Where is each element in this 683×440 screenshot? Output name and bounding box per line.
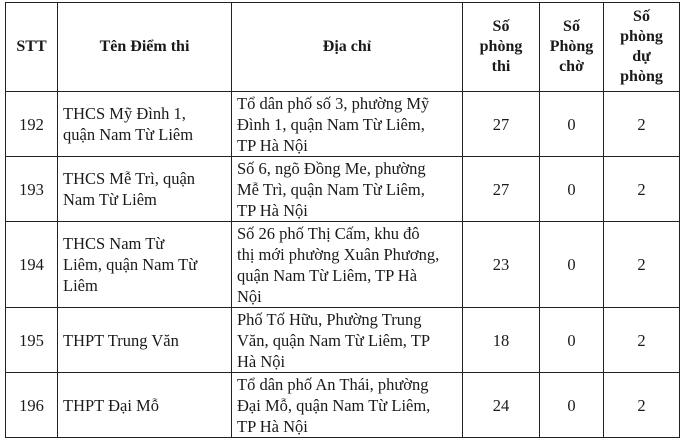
cell-exam-rooms: 23 bbox=[463, 222, 540, 308]
cell-exam-rooms: 24 bbox=[463, 373, 540, 438]
table-row bbox=[6, 92, 680, 157]
cell-address: Số 6, ngõ Đồng Me, phường Mễ Trì, quận Nam Từ Liêm, TP Hà Nội bbox=[232, 157, 463, 222]
cell-exam-site-name: THCS Mễ Trì, quận Nam Từ Liêm bbox=[58, 157, 232, 222]
cell-exam-rooms: 18 bbox=[463, 308, 540, 373]
cell-stt: 192 bbox=[6, 92, 58, 157]
cell-reserve-rooms: 2 bbox=[604, 308, 680, 373]
cell-reserve-rooms: 2 bbox=[604, 222, 680, 308]
cell-waiting-rooms: 0 bbox=[540, 222, 604, 308]
cell-waiting-rooms: 0 bbox=[540, 373, 604, 438]
cell-stt: 194 bbox=[6, 222, 58, 308]
exam-sites-table bbox=[5, 2, 680, 438]
table-row bbox=[6, 222, 680, 308]
cell-reserve-rooms: 2 bbox=[604, 157, 680, 222]
cell-stt: 195 bbox=[6, 308, 58, 373]
table-row bbox=[6, 308, 680, 373]
cell-reserve-rooms: 2 bbox=[604, 92, 680, 157]
header-exam-rooms: Số phòng thi bbox=[463, 3, 540, 92]
cell-address: Tổ dân phố số 3, phường Mỹ Đình 1, quận Nam Từ Liêm, TP Hà Nội bbox=[232, 92, 463, 157]
cell-waiting-rooms: 0 bbox=[540, 92, 604, 157]
cell-exam-rooms: 27 bbox=[463, 92, 540, 157]
header-address: Địa chỉ bbox=[232, 3, 463, 92]
cell-exam-site-name: THPT Đại Mỗ bbox=[58, 373, 232, 438]
cell-exam-site-name: THCS Nam Từ Liêm, quận Nam Từ Liêm bbox=[58, 222, 232, 308]
cell-address: Phố Tố Hữu, Phường Trung Văn, quận Nam Từ Liêm, TP Hà Nội bbox=[232, 308, 463, 373]
cell-waiting-rooms: 0 bbox=[540, 308, 604, 373]
table-row bbox=[6, 157, 680, 222]
table-row bbox=[6, 373, 680, 438]
cell-reserve-rooms: 2 bbox=[604, 373, 680, 438]
cell-waiting-rooms: 0 bbox=[540, 157, 604, 222]
header-reserve-rooms: Số phòng dự phòng bbox=[604, 3, 680, 92]
cell-address: Tổ dân phố An Thái, phường Đại Mỗ, quận Nam Từ Liêm, TP Hà Nội bbox=[232, 373, 463, 438]
cell-exam-site-name: THPT Trung Văn bbox=[58, 308, 232, 373]
header-waiting-rooms: Số Phòng chờ bbox=[540, 3, 604, 92]
cell-stt: 196 bbox=[6, 373, 58, 438]
header-exam-site-name: Tên Điểm thi bbox=[58, 3, 232, 92]
header-stt: STT bbox=[6, 3, 58, 92]
cell-exam-site-name: THCS Mỹ Đình 1, quận Nam Từ Liêm bbox=[58, 92, 232, 157]
cell-stt: 193 bbox=[6, 157, 58, 222]
cell-exam-rooms: 27 bbox=[463, 157, 540, 222]
cell-address: Số 26 phố Thị Cấm, khu đô thị mới phường Xuân Phương, quận Nam Từ Liêm, TP Hà Nội bbox=[232, 222, 463, 308]
header-row bbox=[6, 3, 680, 92]
